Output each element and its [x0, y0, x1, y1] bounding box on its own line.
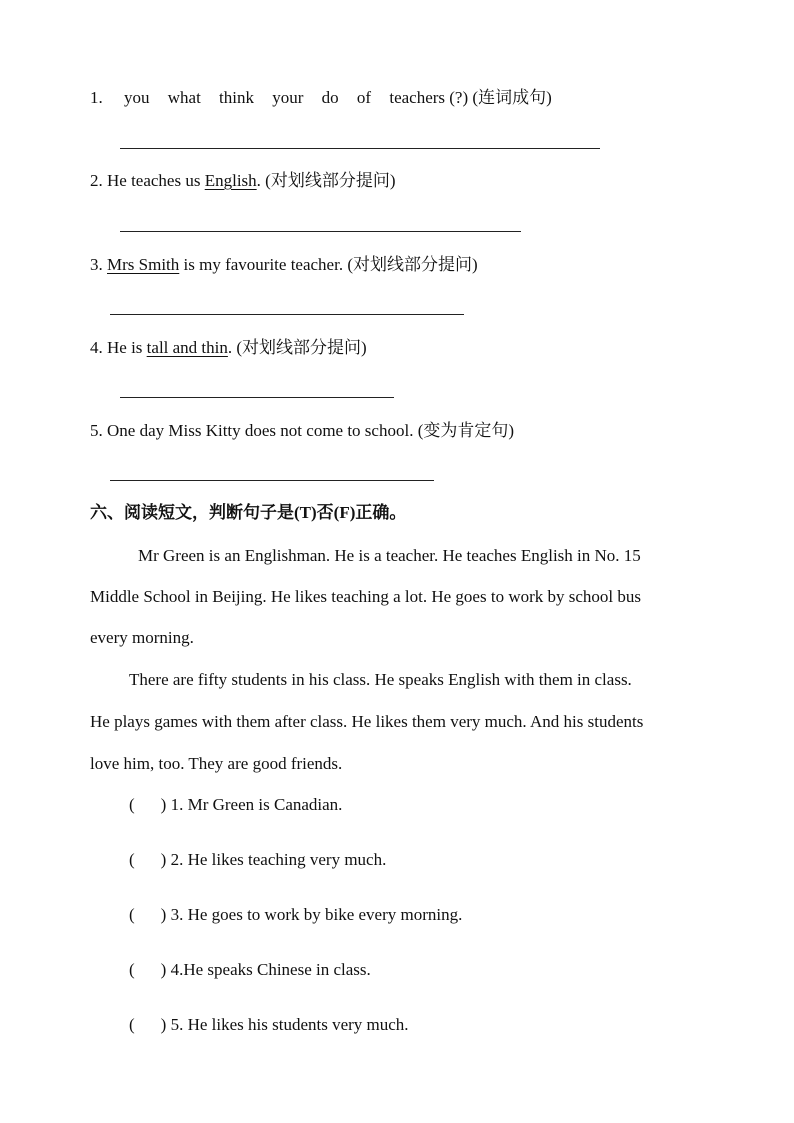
question-4 — [90, 338, 367, 358]
answer-blank-close[interactable]: ) — [160, 795, 167, 814]
judgment-item — [129, 960, 371, 980]
word-tile: of — [356, 88, 372, 107]
question-text: 2. He teaches us — [90, 171, 205, 190]
question-text: 5. One day Miss Kitty does not come to school. — [90, 421, 418, 440]
underlined-phrase: tall and thin — [146, 338, 228, 357]
question-text: . — [256, 171, 266, 190]
question-instruction: (对划线部分提问) — [236, 338, 367, 357]
question-text: 4. He is — [90, 338, 147, 357]
judgment-text: 1. Mr Green is Canadian. — [170, 795, 343, 814]
question-instruction: (连词成句) — [472, 88, 552, 107]
answer-blank-open[interactable]: ( — [129, 960, 135, 979]
question-5 — [90, 421, 514, 441]
passage-line: love him, too. They are good friends. — [90, 754, 343, 773]
answer-blank-open[interactable]: ( — [129, 795, 135, 814]
judgment-item — [129, 850, 386, 870]
answer-line-3[interactable] — [110, 314, 464, 315]
question-text: . — [227, 338, 237, 357]
question-2 — [90, 171, 396, 191]
answer-blank-open[interactable]: ( — [129, 905, 135, 924]
passage-line: Middle School in Beijing. He likes teaching a lot. He goes to work by school bus — [90, 587, 642, 606]
judgment-item — [129, 1015, 409, 1035]
passage-line: There are fifty students in his class. He speaks English with them in class. — [129, 670, 632, 689]
answer-line-5[interactable] — [110, 480, 434, 481]
judgment-item — [129, 905, 462, 925]
question-instruction: (变为肯定句) — [417, 421, 515, 440]
answer-blank-close[interactable]: ) — [160, 1015, 167, 1034]
judgment-text: 4.He speaks Chinese in class. — [170, 960, 371, 979]
passage-line: He plays games with them after class. He likes them very much. And his students — [90, 712, 644, 731]
question-text: 3. — [90, 255, 107, 274]
question-instruction: (对划线部分提问) — [265, 171, 396, 190]
judgment-text: 2. He likes teaching very much. — [170, 850, 387, 869]
word-tile: teachers (?) — [389, 88, 469, 107]
underlined-phrase: English — [204, 171, 257, 190]
word-tile: what — [167, 88, 201, 107]
answer-line-2[interactable] — [120, 231, 521, 232]
passage-line: Mr Green is an Englishman. He is a teacher. He teaches English in No. 15 — [138, 546, 641, 565]
answer-blank-close[interactable]: ) — [160, 905, 167, 924]
question-instruction: (对划线部分提问) — [347, 255, 478, 274]
question-text: is my favourite teacher. — [179, 255, 348, 274]
passage-line: every morning. — [90, 628, 194, 647]
answer-blank-close[interactable]: ) — [160, 960, 167, 979]
answer-blank-open[interactable]: ( — [129, 1015, 135, 1034]
word-tile: you — [124, 88, 150, 107]
question-1 — [90, 88, 552, 108]
answer-blank-close[interactable]: ) — [160, 850, 167, 869]
answer-line-1[interactable] — [120, 148, 600, 149]
question-1-number: 1. — [90, 88, 103, 107]
word-tile: think — [219, 88, 254, 107]
underlined-phrase: Mrs Smith — [107, 255, 180, 274]
answer-blank-open[interactable]: ( — [129, 850, 135, 869]
section-title: 六、阅读短文，判断句子是(T)否(F)正确。 — [90, 503, 407, 522]
answer-line-4[interactable] — [120, 397, 394, 398]
judgment-item — [129, 795, 342, 815]
judgment-text: 5. He likes his students very much. — [170, 1015, 409, 1034]
judgment-text: 3. He goes to work by bike every morning. — [170, 905, 463, 924]
word-tile: do — [321, 88, 339, 107]
question-3 — [90, 255, 478, 275]
word-tile: your — [272, 88, 304, 107]
